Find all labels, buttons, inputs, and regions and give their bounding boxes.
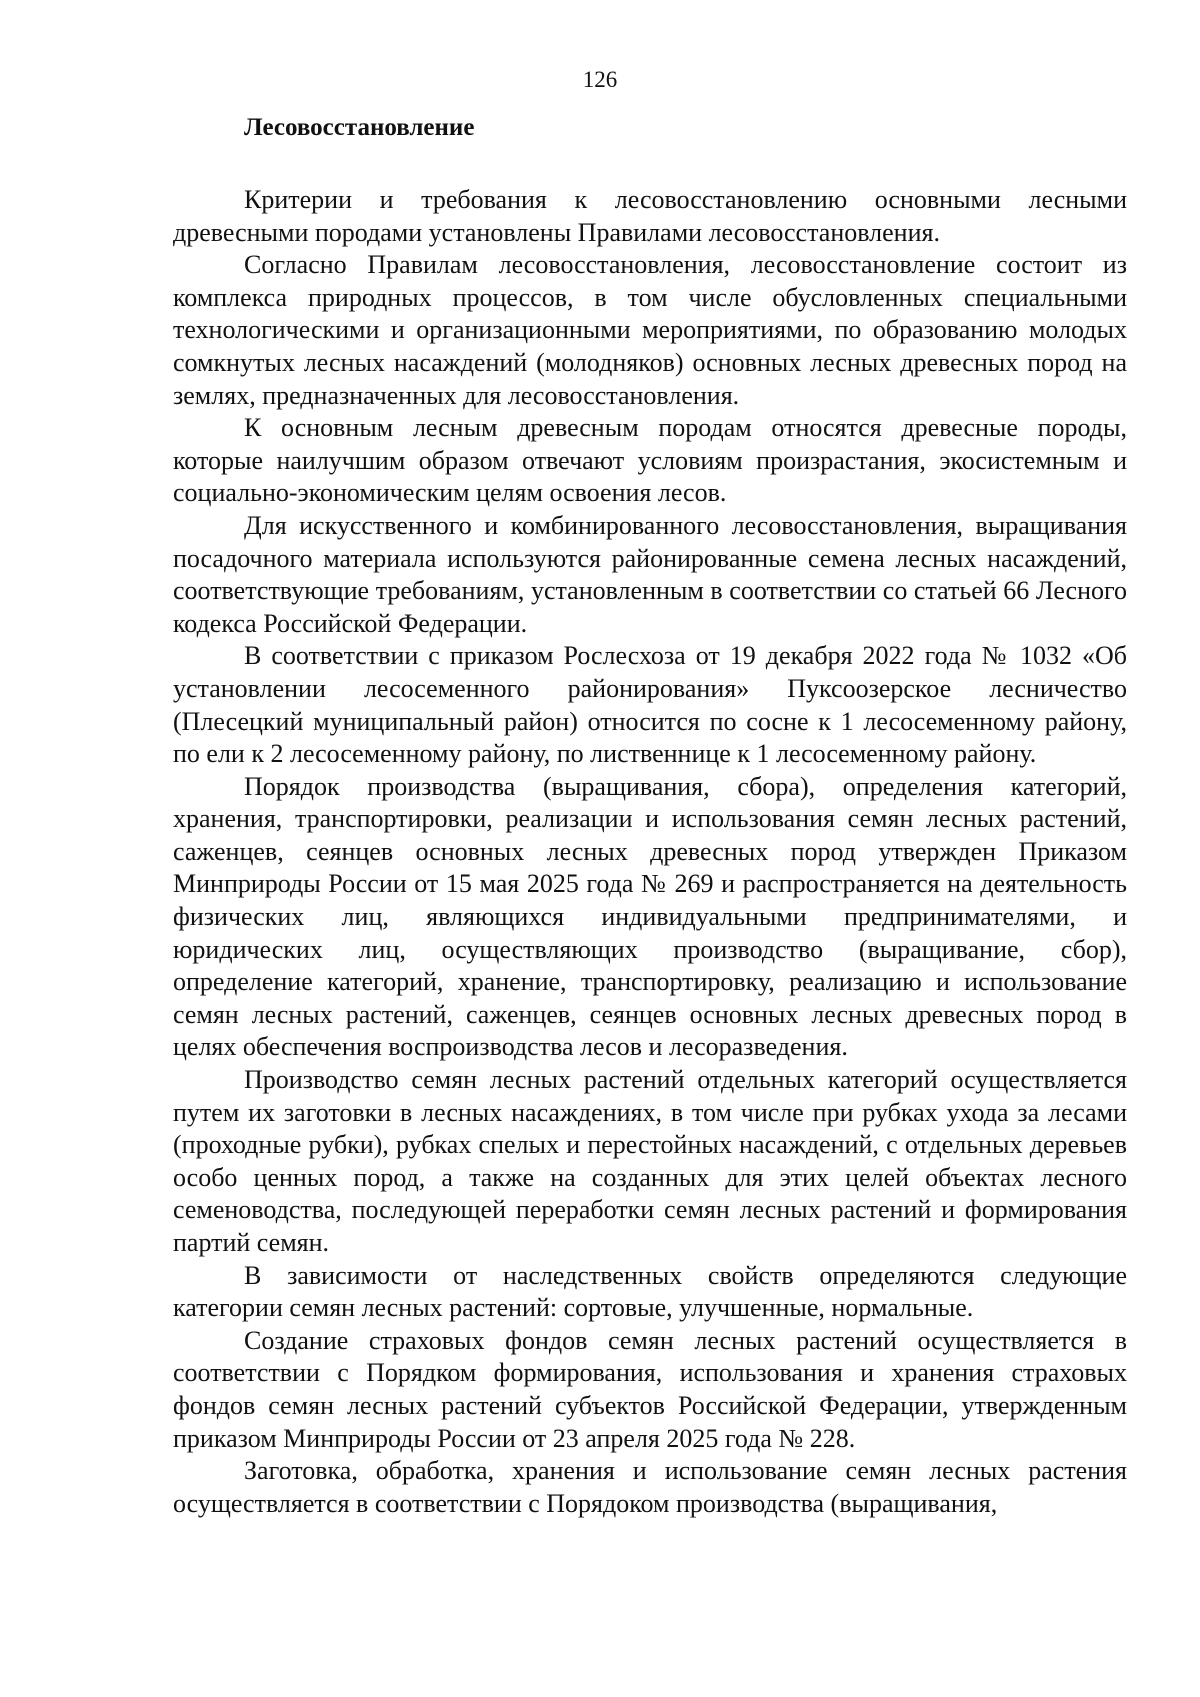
section-heading: Лесовосстановление <box>244 114 475 141</box>
paragraph: Согласно Правилам лесовосстановления, лесовосстановление состоит из комплекса природных процессов, в том числе обусловленных специальными технологическими и организационными мероприятиями, по образованию молодых сомкнутых лесных насаждений (молодняков) основных лесных древесных пород на землях, предназначенных для лесовосстановления. <box>173 250 1127 410</box>
paragraph: Для искусственного и комбинированного лесовосстановления, выращивания посадочного материала используются районированные семена лесных насаждений, соответствующие требованиям, установленным в соответствии со статьей 66 Лесного кодекса Российской Федерации. <box>173 510 1127 638</box>
page-number: 126 <box>582 67 618 92</box>
paragraph: Порядок производства (выращивания, сбора), определения категорий, хранения, транспортировки, реализации и использования семян лесных растений, саженцев, сеянцев основных лесных древесных пород утвержден Приказом Минприроды России от 15 мая 2025 года № 269 и распространяется на деятельность физических лиц, являющихся индивидуальными предпринимателями, и юридических лиц, осуществляющих производство (выращивание, сбор), определение категорий, хранение, транспортировку, реализацию и использование семян лесных растений, саженцев, сеянцев основных лесных древесных пород в целях обеспечения воспроизводства лесов и лесоразведения. <box>173 771 1127 1062</box>
paragraph: В зависимости от наследственных свойств определяются следующие категории семян лесных растений: сортовые, улучшенные, нормальные. <box>173 1260 1127 1323</box>
paragraph: Критерии и требования к лесовосстановлению основными лесными древесными породами установлены Правилами лесовосстановления. <box>173 185 1127 247</box>
paragraph: В соответствии с приказом Рослесхоза от 19 декабря 2022 года № 1032 «Об установлении лесосеменного районирования» Пуксоозерское лесничество (Плесецкий муниципальный район) относится по сосне к 1 лесосеменному району, по ели к 2 лесосеменному району, по лиственнице к 1 лесосеменному району. <box>173 641 1127 769</box>
paragraph: К основным лесным древесным породам относятся древесные породы, которые наилучшим образом отвечают условиям произрастания, экосистемным и социально-экономическим целям освоения лесов. <box>173 413 1127 508</box>
paragraph: Производство семян лесных растений отдельных категорий осуществляется путем их заготовки в лесных насаждениях, в том числе при рубках ухода за лесами (проходные рубки), рубках спелых и перестойных насаждений, с отдельных деревьев особо ценных пород, а также на созданных для этих целей объектах лесного семеноводства, последующей переработки семян лесных растений и формирования партий семян. <box>173 1065 1127 1257</box>
document-body <box>173 184 1127 1520</box>
paragraph: Заготовка, обработка, хранения и использование семян лесных растения осуществляется в соответствии с Порядоком производства (выращивания, <box>173 1456 1127 1518</box>
paragraph: Создание страховых фондов семян лесных растений осуществляется в соответствии с Порядком формирования, использования и хранения страховых фондов семян лесных растений субъектов Российской Федерации, утвержденным приказом Минприроды России от 23 апреля 2025 года № 228. <box>173 1325 1127 1453</box>
